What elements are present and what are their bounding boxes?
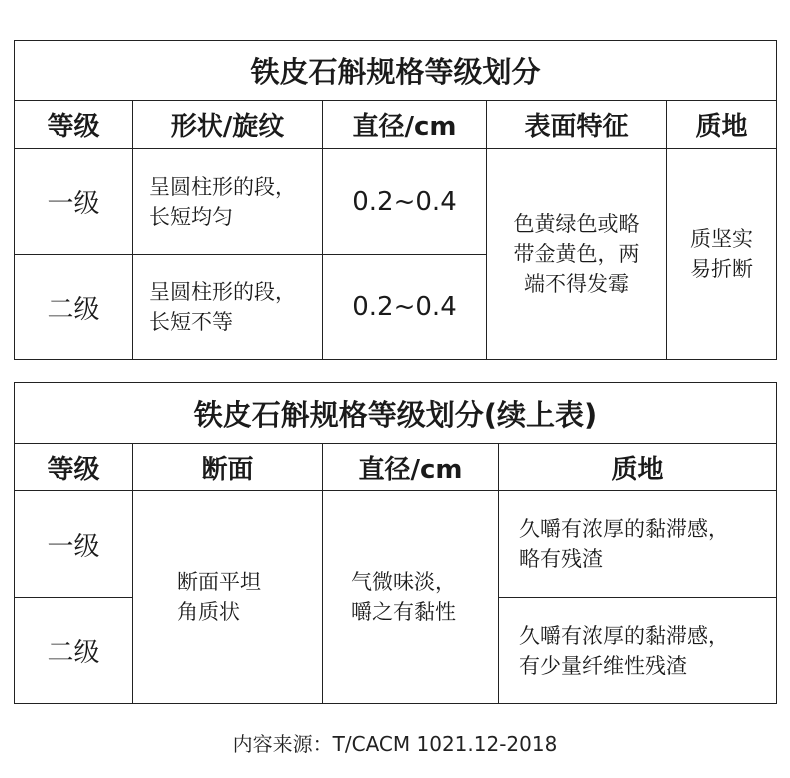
shape-text: 长短均匀	[149, 204, 233, 229]
surface-text: 带金黄色，两	[513, 242, 640, 266]
texture-cell	[667, 149, 777, 360]
table-1-title: 铁皮石斛规格等级划分	[15, 41, 777, 101]
grade-cell: 一级	[15, 491, 133, 598]
header-shape: 形状/旋纹	[133, 101, 323, 149]
texture-text: 略有残渣	[519, 547, 603, 571]
header-diameter: 直径/cm	[323, 444, 499, 491]
shape-text: 长短不等	[149, 310, 233, 334]
header-diameter: 直径/cm	[323, 101, 487, 149]
texture-text: 久嚼有浓厚的黏滞感，	[519, 623, 729, 648]
grade-cell: 二级	[15, 255, 133, 360]
surface-cell	[487, 149, 667, 360]
header-section: 断面	[133, 444, 323, 491]
header-texture: 质地	[667, 101, 777, 149]
texture-text: 质坚实	[690, 227, 753, 251]
table-2-title: 铁皮石斛规格等级划分(续上表)	[15, 383, 777, 444]
surface-text: 端不得发霉	[524, 272, 629, 296]
header-grade: 等级	[15, 444, 133, 491]
diameter-cell: 0.2~0.4	[323, 255, 487, 360]
texture-text: 有少量纤维性残渣	[519, 653, 687, 678]
grade-cell: 二级	[15, 598, 133, 704]
taste-text: 气微味淡，	[351, 570, 456, 594]
section-cell	[133, 491, 323, 704]
table-row	[15, 491, 777, 598]
source-note: 内容来源：T/CACM 1021.12-2018	[232, 732, 558, 756]
header-surface: 表面特征	[487, 101, 667, 149]
texture-text: 易折断	[690, 257, 753, 281]
texture-cell	[499, 598, 777, 704]
texture-cell	[499, 491, 777, 598]
taste-text: 嚼之有黏性	[351, 600, 456, 624]
shape-cell	[133, 149, 323, 255]
section-text: 角质状	[177, 600, 240, 624]
grade-table-2	[14, 382, 777, 704]
section-text: 断面平坦	[177, 570, 261, 594]
shape-text: 呈圆柱形的段，	[149, 280, 296, 304]
grade-table-1	[14, 40, 777, 360]
table-row	[15, 149, 777, 255]
header-grade: 等级	[15, 101, 133, 149]
grade-cell: 一级	[15, 149, 133, 255]
texture-text: 久嚼有浓厚的黏滞感，	[519, 517, 729, 541]
surface-text: 色黄绿色或略	[513, 212, 640, 236]
header-texture: 质地	[499, 444, 777, 491]
shape-text: 呈圆柱形的段，	[149, 174, 296, 199]
diameter-cell: 0.2~0.4	[323, 149, 487, 255]
taste-cell	[323, 491, 499, 704]
shape-cell	[133, 255, 323, 360]
